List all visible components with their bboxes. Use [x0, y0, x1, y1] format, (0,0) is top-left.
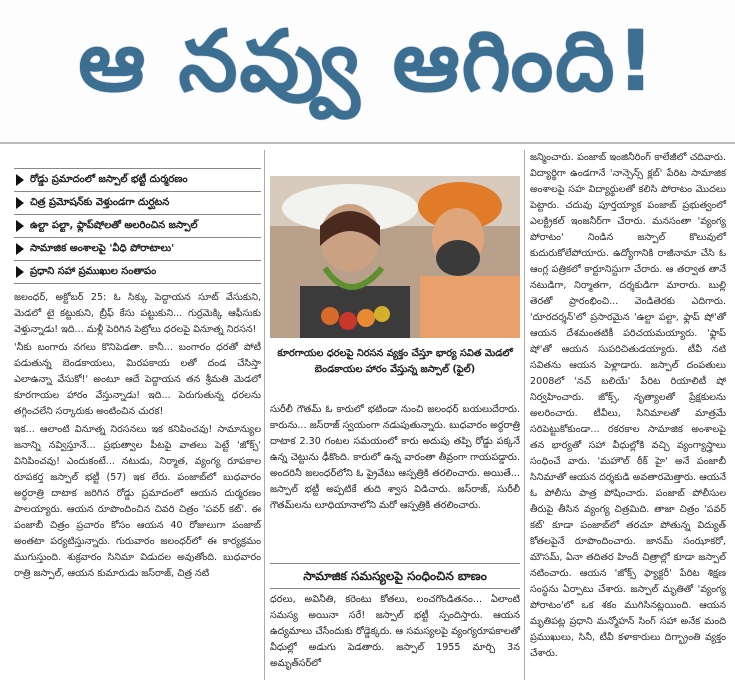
bullet-triangle-icon — [16, 174, 24, 186]
headline: ఆ నవ్వు ఆగింది! — [78, 11, 657, 110]
column-divider — [524, 150, 525, 680]
body-paragraph: ధరలు, అవినీతి, కరెంటు కోతలు, లంచగొండితనం... ఏలాంటి సమస్య అయినా సరే! జస్పాల్ భట్టీ స్పందిస్తారు. ఆయన ఉద్యమాలు చేసేందుకు రోడ్డెక్కరు. ఆ సమస్యలపై వ్యంగ్యరూపకాలతో వీధుల్లో అడుగు పెడతారు. జస్పాల్ 1955 మార్చి 3న అమృత్‌సర్‌లో — [270, 594, 520, 669]
body-paragraph: జన్మించారు. పంజాబ్ ఇంజినీరింగ్ కాలేజీలో చదివారు. విద్యార్థిగా ఉండగానే 'నాన్సెన్స్ క్లబ్' పేరిట సామాజిక అంశాలపై సహ విద్యార్థులతో కలిసి పోరాటం మొదలు పెట్టారు. చదువు పూర్తయ్యాక పంజాబ్ ప్రభుత్వంలో ఎలక్ట్రికల్ ఇంజనీర్‌గా చేరారు. మనసంతా 'వ్యంగ్య పోరాటం' నిండిన జస్పాల్ కొలువులో కుదురుకోలేపోయారు. ఉద్యోగానికి రాజీనామా చేసి ఓ ఆంగ్ల పత్రికలో కార్టూనిస్టుగా చేరారు. ఆ తర్వాత తానే నటుడిగా, నిర్మాతగా, దర్శకుడిగా మారారు. బుల్లి తెరతో ప్రారంభించి... వెండితెరకు ఎదిగారు. 'దూరదర్శన్'లో ప్రసారమైన 'ఉల్టా పల్టా, ఫ్లాప్ షో'తో ఆయన దేశమంతటికీ పరిచయమయ్యారు. 'ఫ్లాప్ షో'తో ఆయన సుపరిచితుడయ్యారు. టీవీ నటి సవితను ఆయన పెళ్లాడారు. జస్పాల్ దంపతులు 2008లో 'నచ్ బలియే' పేరిట రియాలిటీ షో నిర్వహించారు. జోక్స్, నృత్యాలతో ప్రేక్షకులను అలరించారు. టీవీలు, సినిమాలతో మాత్రమే సరిపెట్టుకోకుండా... రకరకాల సామాజిక అంశాలపై తన భార్యతో సహా వీధుల్లోకి వచ్చి వ్యంగ్యాస్త్రాలు సంధించే వారు. 'మహౌల్ ఠీక్ హై' అనే పంజాబీ సినిమాతో ఆయన దర్శకుడి అవతారమెత్తారు. ఆయనే ఓ పోలీసు పాత్ర పోషించారు. పంజాబ్ పోలీసుల తీరుపై తీసిన వ్యంగ్య చిత్రమిది. తాజా చిత్రం 'పవర్ కట్' కూడా పంజాబ్‌లో తరచూ పోతున్న విద్యుత్ కోతలపైనే రూపొందించారు. జానమ్ సంఝాకరో, మౌసమ్, ఏనా తదితర హిందీ చిత్రాల్లో కూడా జస్పాల్ నటించారు. ఆయన 'జోక్స్ ఫ్యాక్టరీ' పేరిట శిక్షణ సంస్థను ఏర్పాటు చేశారు. జస్పాల్ మృతితో 'వ్యంగ్య పోరాటం'లో ఒక శకం ముగిసినట్లయింది. ఆయన మృతిపట్ల ప్రధాని మన్మోహన్ సింగ్ సహా అనేక మంది ప్రముఖులు, సినీ, టీవీ కళాకారులు దిగ్భ్రాంతి వ్యక్తం చేశారు. — [530, 152, 726, 659]
news-photo — [270, 176, 520, 338]
bullet-triangle-icon — [16, 197, 24, 209]
highlights-list — [14, 168, 261, 284]
highlight-item: రోడ్డు ప్రమాదంలో జస్పాల్ భట్టీ దుర్మరణం — [14, 168, 261, 192]
right-column — [530, 150, 726, 664]
headline-banner — [0, 0, 735, 142]
photo-illustration — [270, 176, 520, 338]
highlight-item: ప్రధాని సహా ప్రముఖుల సంతాపం — [14, 261, 261, 284]
body-paragraph: ఇక... ఆలాంటి వినూత్న నిరసనలు ఇక కనిపించవు! సామాన్యుల జనాన్ని నవ్విస్తూనే... ప్రభుత్వాల పీటపై వాతలు పెట్టే 'జోక్స్' వినిపించవు! ఎందుకంటే... నటుడు, నిర్మాత, వ్యంగ్య రూపకాల రూపకర్త జస్పాల్ భట్టీ (57) ఇక లేరు. పంజాబ్‌లో బుధవారం అర్ధరాత్రి దాటాక జరిగిన రోడ్డు ప్రమాదంలో ఆయన దుర్మరణం పాలయ్యారు. ఆయన రూపొందించిన చివరి చిత్రం 'పవర్ కట్'. ఈ పంజాబీ చిత్రం ప్రచారం కోసం ఆయన 40 రోజులుగా పంజాబ్ అంతటా పర్యటిస్తున్నారు. గురువారం జలంధర్‌లో ఈ కార్యక్రమం ముగుస్తుంది. శుక్రవారం సినిమా విడుదల అవుతోంది. బుధవారం రాత్రి జస్పాల్, ఆయన కుమారుడు జస్‌రాజ్, చిత్ర నటి — [14, 424, 261, 579]
subheading: సామాజిక సమస్యలపై సంధించిన బాణం — [270, 563, 520, 589]
photo-caption: కూరగాయల ధరలపై నిరసన వ్యక్తం చేస్తూ భార్య సవిత మెడలో బెండకాయల హారం వేస్తున్న జస్పాల్ (ఫైల్) — [277, 348, 513, 375]
bullet-triangle-icon — [16, 266, 24, 278]
column-divider — [264, 150, 265, 680]
body-paragraph: 'నీకు బంగారు నగలు కొనిపెడతా. కానీ... బంగారం ధరతో పోటీ పడుతున్న బెండకాయలు, మిరపకాయ లతో దండ చేసిస్తా ఎలాఉన్నా వేసుకో!' అంటూ ఆదే పెద్దాయన తన శ్రీమతి మెడలో కూరగాయల హారం వేస్తున్నాడు! ఇది... పెరుగుతున్న ధరలను తగ్గించలేని సర్కారుకు అంటించిన చురక! — [14, 342, 261, 417]
highlight-item: సామాజిక అంశాలపై 'వీధి పోరాటాలు' — [14, 238, 261, 261]
headline-divider — [0, 142, 735, 144]
body-paragraph: సురీలీ గౌతమ్ ఓ కారులో భటిండా నుంచి జలంధర్ బయలుదేరారు. కారును... జస్‌రాజ్ స్వయంగా నడుపుతున్నారు. బుధవారం అర్ధరాత్రి దాటాక 2.30 గంటల సమయంలో కారు అదుపు తప్పి రోడ్డు పక్కనే ఉన్న చెట్టును ఢీకొంది. కారులో ఉన్న వారంతా తీవ్రంగా గాయపడ్డారు. అందరినీ జలంధర్‌లోని ఓ ప్రైవేటు ఆస్పత్రికి తరలించారు. అయితే... జస్పాల్ భట్టీ అప్పటికే తుది శ్వాస విడిచారు. జస్‌రాజ్, సురీలీ గౌతమ్‌లను లూధియానాలోని మరో ఆస్పత్రికి తరలించారు. — [270, 404, 520, 511]
left-column — [14, 150, 261, 584]
body-paragraph: జలంధర్, అక్టోబర్ 25: ఓ సిక్కు పెద్దాయన సూట్ వేసుకుని, మెడలో టై కట్టుకుని, బ్రీఫ్ కేసు పట్టుకుని... గుర్రమెక్కి ఆఫీసుకు వెళ్తున్నాడు! ఇది... మళ్లీ పెరిగిన పెట్రోలు ధరలపై వినూత్న నిరసన! — [14, 292, 261, 335]
middle-column — [270, 402, 520, 514]
highlight-item: ఉల్టా పల్టా, ఫ్లాప్‌షోలతో అలరించిన జస్పాల్ — [14, 215, 261, 238]
middle-column-lower — [270, 592, 520, 672]
bullet-triangle-icon — [16, 220, 24, 232]
bullet-triangle-icon — [16, 243, 24, 255]
highlight-item: చిత్ర ప్రమోషన్‌కు వెళ్తుండగా దుర్ఘటన — [14, 192, 261, 215]
